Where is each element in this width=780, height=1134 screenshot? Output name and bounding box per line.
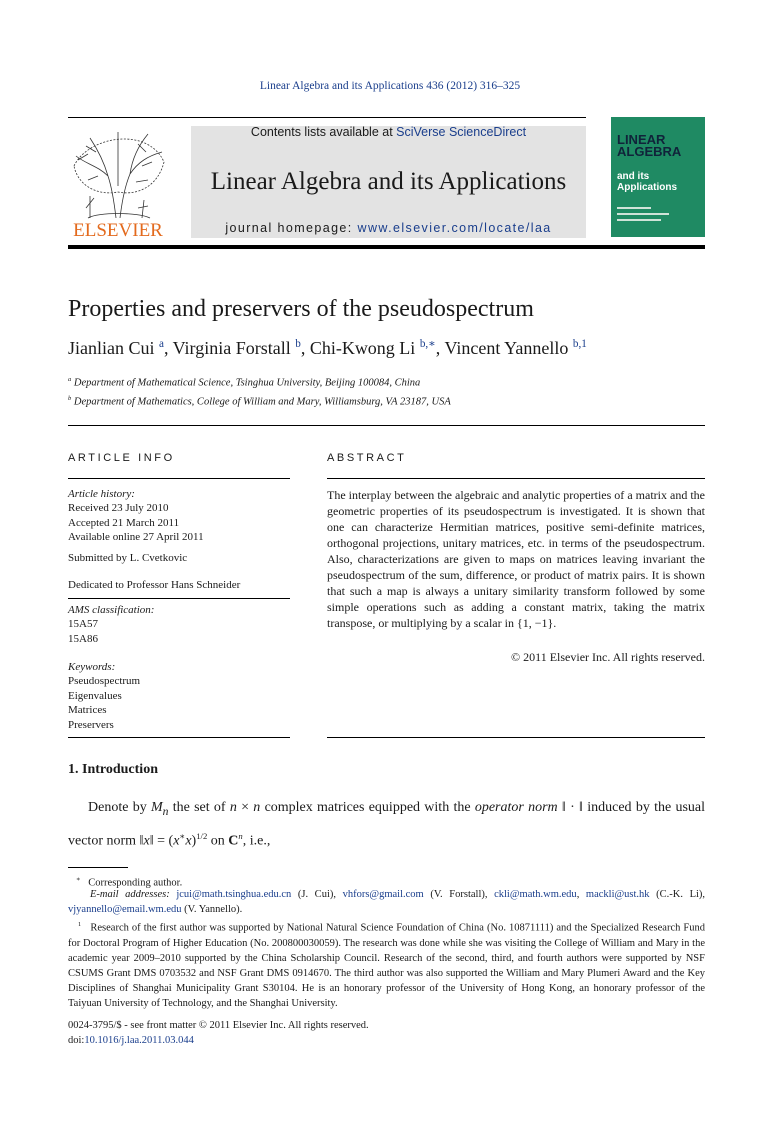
email-link[interactable]: vjyannello@email.wm.edu	[68, 904, 182, 915]
contents-prefix: Contents lists available at	[250, 125, 397, 139]
author-name: Vincent Yannello	[444, 338, 569, 358]
online-date: Available online 27 April 2011	[68, 531, 204, 544]
footnote-mark: 1	[78, 921, 82, 928]
author-separator: ,	[163, 338, 173, 358]
email-link[interactable]: vhfors@gmail.com	[342, 889, 424, 900]
intro-text-run: operator norm	[474, 800, 558, 815]
footnote-rule	[68, 867, 128, 868]
keyword: Matrices	[68, 704, 107, 717]
footnote-emails: E-mail addresses: jcui@math.tsinghua.edu.cn (J. Cui), vhfors@gmail.com (V. Forstall), ckli@math.wm.edu, mackli@ust.hk (C.-K. Li), vjyannello@email.wm.edu (V. Yannello).	[68, 889, 706, 915]
intro-text-run: Denote by	[88, 800, 147, 815]
issn-line: 0024-3795/$ - see front matter © 2011 Elsevier Inc. All rights reserved.	[68, 1020, 369, 1031]
homepage-prefix: journal homepage:	[225, 221, 358, 235]
info-rule	[68, 598, 290, 599]
cover-subtitle-line: and its	[617, 171, 650, 182]
homepage-link[interactable]: www.elsevier.com/locate/laa	[357, 221, 552, 235]
ams-label: AMS classification:	[68, 604, 155, 616]
info-rule	[68, 737, 290, 738]
abstract-copyright: © 2011 Elsevier Inc. All rights reserved.	[511, 650, 705, 664]
keyword: Eigenvalues	[68, 689, 122, 702]
author-affiliation-mark[interactable]: b	[295, 338, 301, 350]
intro-text-run: complex matrices equipped with the	[264, 800, 471, 815]
intro-text-run: the set of	[172, 800, 226, 815]
ams-code: 15A86	[68, 632, 98, 645]
keywords-label: Keywords:	[68, 661, 116, 673]
info-rule	[68, 478, 290, 479]
intro-paragraph: Denote by $M_n$ the set of n × n complex matrices equipped with the operator norm ‖ · ‖ induced by the usual vector norm ‖x‖ = $(x^∗x)^{1/2}$ on $C^n$, i.e.,	[68, 800, 705, 849]
affiliation-a	[68, 376, 420, 389]
author-list	[68, 337, 587, 359]
abstract-heading: ABSTRACT	[327, 452, 407, 464]
author-name: Virginia Forstall	[172, 338, 291, 358]
section-rule	[68, 425, 705, 426]
footnote-text: Corresponding author.	[88, 877, 183, 889]
email-link[interactable]: jcui@math.tsinghua.edu.cn	[176, 889, 292, 900]
author-name: Jianlian Cui	[68, 338, 155, 358]
elsevier-tree-icon	[68, 126, 168, 238]
doi-prefix: doi:	[68, 1035, 85, 1046]
journal-citation[interactable]: Linear Algebra and its Applications 436 (2012) 316–325	[259, 80, 521, 92]
author-separator: ,	[435, 338, 445, 358]
email-owner: (J. Cui)	[297, 889, 334, 900]
cover-title	[617, 134, 681, 158]
footnote-funding	[68, 917, 705, 1011]
journal-cover	[611, 117, 705, 237]
email-owner: (V. Forstall)	[430, 889, 485, 900]
contents-available-line	[191, 125, 586, 139]
front-matter-info	[68, 1018, 369, 1048]
email-label: E-mail addresses:	[90, 889, 170, 900]
ams-classification	[68, 603, 154, 646]
dedication: Dedicated to Professor Hans Schneider	[68, 579, 241, 592]
email-link[interactable]: mackli@ust.hk	[585, 889, 650, 900]
keywords	[68, 660, 140, 732]
email-owner: (V. Yannello).	[184, 904, 243, 915]
article-history	[68, 487, 240, 592]
ams-code: 15A57	[68, 618, 98, 631]
masthead-top-rule	[68, 117, 586, 118]
abstract-rule	[327, 737, 705, 738]
doi-link[interactable]: 10.1016/j.laa.2011.03.044	[84, 1035, 194, 1046]
keyword: Pseudospectrum	[68, 675, 141, 688]
submitted-by: Submitted by L. Cvetkovic	[68, 551, 188, 564]
history-label: Article history:	[68, 488, 135, 500]
journal-name: Linear Algebra and its Applications	[210, 168, 567, 195]
email-owner: (C.-K. Li)	[656, 889, 703, 900]
footnote-mark: ∗	[76, 876, 81, 883]
affiliation-mark: a	[68, 376, 72, 383]
cover-title-line: ALGEBRA	[617, 144, 682, 159]
cover-title-line: LINEAR	[617, 132, 666, 147]
author-name: Chi-Kwong Li	[309, 338, 416, 358]
author-separator: ,	[300, 338, 310, 358]
affiliation-text: Department of Mathematical Science, Tsinghua University, Beijing 100084, China	[73, 377, 421, 389]
abstract-rule	[327, 478, 705, 479]
author-affiliation-mark[interactable]: a	[159, 338, 164, 350]
author-affiliation-mark[interactable]: b,1	[572, 338, 587, 350]
affiliation-mark: b	[68, 395, 72, 402]
article-info-heading: ARTICLE INFO	[68, 452, 175, 464]
affiliation-text: Department of Mathematics, College of William and Mary, Williamsburg, VA 23187, USA	[73, 396, 451, 408]
footnote-text: Research of the first author was supported by National Natural Science Foundation of China (No. 10871111) and the Specialized Research Fund for Doctoral Program of Higher Education (No. 200800030059). The research was done while she was visiting the College of William and Mary in the academic year 2009–2010 supported by the China Scholarship Council. Research of the second, third, and fourth authors were supported by NSF CSUMS Grant DMS 0703532 and NSF Grant DMS 0914670. The third author was also supported the William and Mary Plumeri Award and the Key Disciplines of Shanghai Municipality Grant S30104. He is an honorary professor of the University of Hong Kong, an honorary professor of the Taiyuan University of Technology, and the Shanghai University.	[68, 922, 705, 1009]
article-title: Properties and preservers of the pseudospectrum	[68, 296, 534, 322]
intro-text-run: on	[210, 833, 225, 849]
abstract-text: The interplay between the algebraic and analytic properties of a matrix and the geometric properties of its pseudospectrum is investigated. It is shown that one can characterize Hermitian matrices, positive semi-definite matrices, orthogonal projections, unitary matrices, etc. in terms of the pseudospectrum. Also, characterizations are given to maps on matrices leaving invariant the pseudospectrum of the sum, difference, or product of matrix pairs. It is shown that such a map is always a unitary similarity transform followed by some simple operations such as adding a constant matrix, taking the matrix transpose, or multiplying by a scalar in {1, −1}.	[327, 488, 705, 630]
keyword: Preservers	[68, 718, 114, 731]
affiliation-b	[68, 395, 451, 408]
email-link[interactable]: ckli@math.wm.edu	[494, 889, 577, 900]
intro-text-run: , i.e.,	[242, 833, 271, 849]
journal-homepage-line	[191, 221, 586, 235]
elsevier-logo	[68, 126, 168, 238]
section-heading-introduction: 1. Introduction	[68, 762, 158, 777]
cover-subtitle	[617, 171, 677, 193]
sciencedirect-link[interactable]: SciVerse ScienceDirect	[396, 125, 527, 139]
elsevier-wordmark: ELSEVIER	[73, 220, 163, 238]
cover-subtitle-line: Applications	[617, 182, 678, 193]
author-affiliation-mark[interactable]: b,∗	[419, 338, 436, 350]
received-date: Received 23 July 2010	[68, 502, 169, 515]
masthead-bottom-rule	[68, 245, 705, 249]
intro-text-run: induced by the usual vector norm	[68, 800, 705, 849]
accepted-date: Accepted 21 March 2011	[68, 516, 180, 529]
